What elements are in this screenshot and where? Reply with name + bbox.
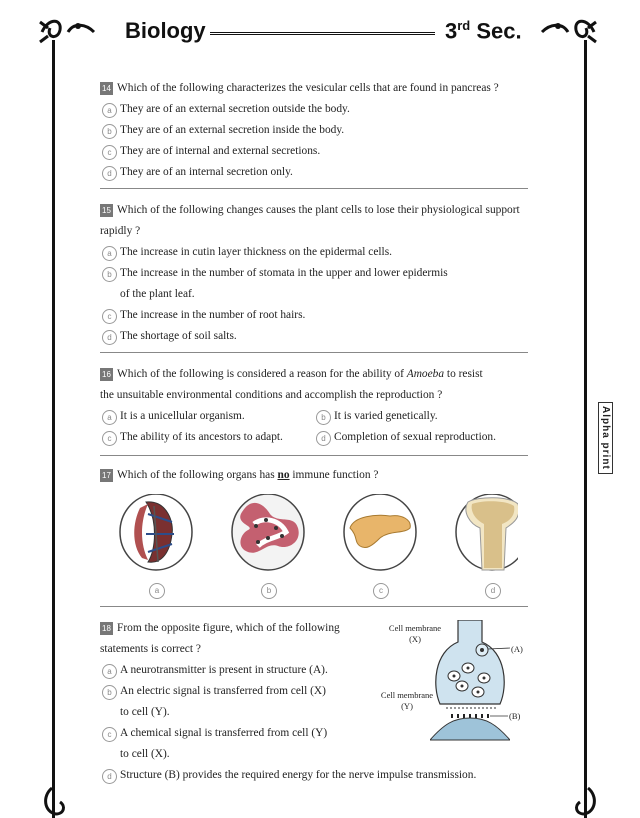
organ-option-a-image[interactable] [120,494,192,570]
organ-label-b: b [261,583,277,599]
option-a[interactable]: a A neurotransmitter is present in structure (A). [100,660,360,681]
synapse-label-x: Cell membrane (X) [388,623,442,644]
page-frame-left [52,40,55,818]
option-c[interactable]: c They are of internal and external secretions. [100,141,528,162]
option-b[interactable]: b They are of an external secretion inside the body. [100,120,528,141]
question-stem-line2: rapidly ? [100,225,141,237]
question-stem: 16 Which of the following is considered a reason for the ability of Amoeba to resist [100,364,528,385]
ornament-bottom-right-icon [570,786,600,818]
option-d[interactable]: d Structure (B) provides the required energy for the nerve impulse transmission. [100,765,528,786]
question-number: 16 [100,368,113,381]
question-stem: 18 From the opposite figure, which of the following [100,618,360,639]
page-header [40,12,600,52]
organ-label-c: c [373,583,389,599]
organ-option-d-image[interactable] [456,494,518,570]
subject-title: Biology [125,18,206,43]
ornament-right-icon [538,14,598,50]
question-17 [100,465,528,486]
question-stem: 17 Which of the following organs has no immune function ? [100,465,528,486]
option-b[interactable]: b The increase in the number of stomata in the upper and lower epidermis [100,263,528,284]
organ-label-a: a [149,583,165,599]
option-b[interactable]: b It is varied genetically. [314,406,528,427]
question-stem: 15 Which of the following changes causes the plant cells to lose their physiological support [100,200,528,221]
synapse-diagram [430,620,510,745]
option-b[interactable]: b An electric signal is transferred from cell (X) [100,681,360,702]
question-18-option-d-row [100,765,528,786]
question-14 [100,78,528,183]
grade-title: 3rd Sec. [445,18,522,44]
option-d[interactable]: d They are of an internal secretion only. [100,162,528,183]
question-divider [100,455,528,456]
brand-tab: Alpha print [598,402,613,474]
option-c[interactable]: c A chemical signal is transferred from cell (Y) [100,723,360,744]
ornament-left-icon [38,14,98,50]
option-d[interactable]: d The shortage of soil salts. [100,326,528,347]
question-divider [100,352,528,353]
organ-figures [118,494,518,578]
organ-option-c-image[interactable] [344,494,416,570]
question-stem-line2: statements is correct ? [100,643,201,655]
option-b-continued: of the plant leaf. [120,288,195,300]
question-16 [100,364,528,448]
question-divider [100,188,528,189]
option-b-continued: to cell (Y). [120,706,170,718]
page-frame-right [584,40,587,818]
option-c[interactable]: c The increase in the number of root hairs. [100,305,528,326]
option-a[interactable]: a They are of an external secretion outside the body. [100,99,528,120]
question-15 [100,200,528,347]
organ-label-d: d [485,583,501,599]
synapse-label-b: (B) [509,711,521,721]
question-stem: 14 Which of the following characterizes the vesicular cells that are found in pancreas ? [100,78,528,99]
synapse-label-y: Cell membrane (Y) [380,690,434,711]
option-c-continued: to cell (X). [120,748,170,760]
option-d[interactable]: d Completion of sexual reproduction. [314,427,528,448]
question-18 [100,618,360,765]
question-number: 18 [100,622,113,635]
option-a[interactable]: a The increase in cutin layer thickness on the epidermal cells. [100,242,528,263]
question-number: 17 [100,469,113,482]
header-rule [210,32,435,35]
question-divider [100,606,528,607]
question-stem-line2: the unsuitable environmental conditions and accomplish the reproduction ? [100,389,443,401]
question-number: 14 [100,82,113,95]
question-number: 15 [100,204,113,217]
ornament-bottom-left-icon [40,786,70,818]
option-c[interactable]: c The ability of its ancestors to adapt. [100,427,314,448]
organ-option-b-image[interactable] [232,494,304,570]
synapse-label-a: (A) [511,644,523,654]
option-a[interactable]: a It is a unicellular organism. [100,406,314,427]
